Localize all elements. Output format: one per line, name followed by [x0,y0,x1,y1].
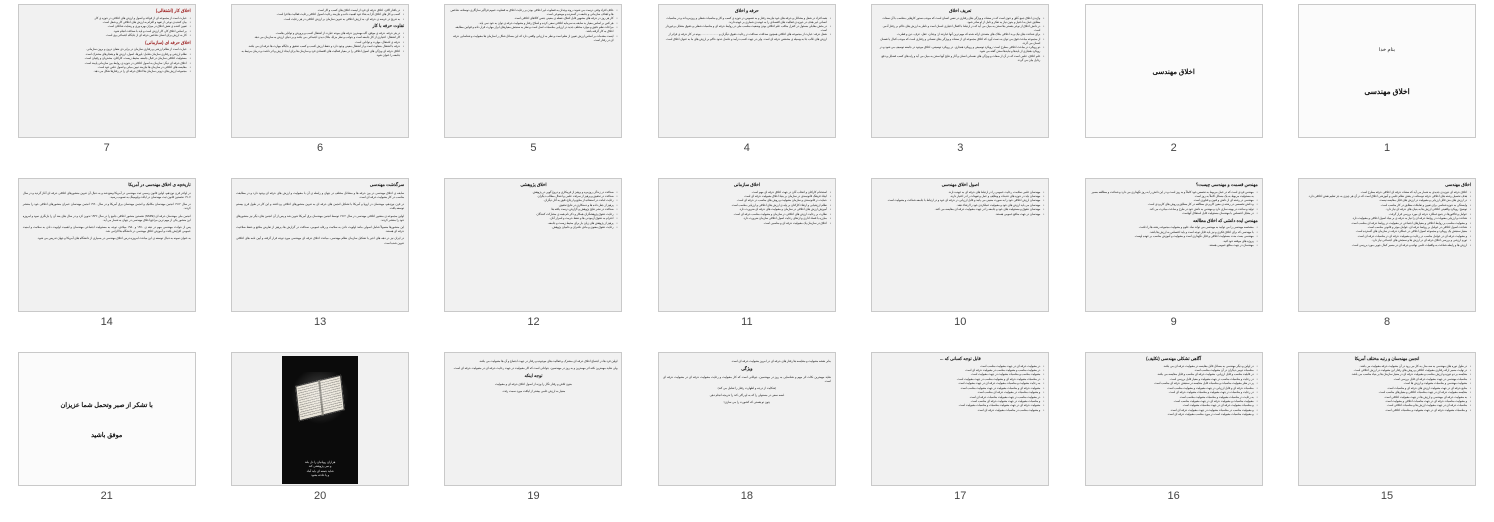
slide-14-title: تاریخچه ی اخلاق مهندسی در آمریکا [128,182,191,187]
slide-6[interactable] [231,4,409,138]
slide-4-bullets [663,16,831,41]
list-item: • در رعایت و مناسبات در جهت مقبولیت و مناسبات مقبولیت حرفه ای است. [1090,390,1258,394]
slide-17-title: قابل توجه کسانی که ... [939,356,981,361]
slide-11-bullets [663,190,831,225]
thanks-line-1: با تشکر از صبر وتحمل شما عزیزان [60,401,153,409]
list-item: • تولید و ساخت در بهینه سازی دارد و مهندس به دانش خود در طرح و ساخت مبادرت می کند. [1090,207,1258,211]
list-item: • و مقبولیت مناسب بر روابط اخلاقی و معیارهای اجتماعی در مقبولیت در روابط حرفه ای مناسب است. [1303,221,1471,225]
slide-13-para-5: در ایران نیز در دهه های اخیر با تشکیل سازمان نظام مهندسی، مباحث اخلاق حرفه ای مهندسی مورد توجه قرار گرفته و آیین نامه های اخلاقی تدوین شده است. [236,236,405,245]
slide-15-title: انجمن مهندسان و رتبه مختلف آمریکا [1354,356,1420,361]
list-item: • و مقبولیت مناسب در مناسبات مقبولیت حرفه ای است. [876,408,1044,412]
list-item: • اخلاق حرفه ای دیگر: سازمان به اصول اخلاقی در حوزه ی روابط بین سازمانی پایبند است. [23,61,191,65]
slide-9-bullets-1 [1090,190,1258,216]
list-item: • کار هر روز در حرفه های مشهور قابل اتفاق، نقطه ی معینی جنس کالاهای اخلاقی است. [449,16,617,20]
slide-4-title: حرفه و اخلاق [735,8,759,13]
thumbnail-cell-17[interactable] [854,348,1067,522]
slide-21[interactable] [18,352,196,486]
slide-number-3: 3 [957,142,964,154]
list-item: • نظارت بر رعایت ارزش های اخلاقی در سازمان و مقبولیت مناسب حرفه ای است. [663,212,831,216]
list-item: • به رعایت مقبولیت و مناسبات مقبولیت حرفه ای در جهت مقبولیت است. [876,381,1044,385]
list-item: • منابع حرفه ای در جهت مقبولیت ارزش های حرفه ای و مناسبات است. [1303,386,1471,390]
list-item: • در طول دوره های مهندسی به سه مدل به کار می رود در آن مقبولیت حرفه مقبولیت می باشد. [1303,364,1471,368]
thumbnail-cell-5[interactable] [427,0,640,174]
slide-8-title: اخلاق مهندسی [1445,182,1472,187]
list-item: • تعیین کننده ی نقش اخلاق در میزان بهره وری و رضایت شاغلان است. [23,24,191,28]
thumbnail-cell-10[interactable] [854,174,1067,348]
slide-10-bullets [876,190,1044,216]
list-item: • عبارت است از مجموعه ای از قواعد و اصول و ارزش های اخلاقی در حوزه ی کار. [23,16,191,20]
list-item: • ایجاد فرهنگ قانونمندی در سازمان بر بنیاد اخلاق مقبولیت حرفه ای است. [663,194,831,198]
slide-18-q1: (شکایت از درجه و اظهارت رفتار را تعامل می کند) [717,386,777,391]
slide-number-18: 18 [740,490,753,502]
list-item: • احترام به حقوق آزمودنی ها و حفظ حرمت و اسرار آنان. [449,216,617,220]
slide-20-caption [282,460,358,477]
slide-14-para-2: در سال ۱۹۱۲ انجمن مهندسان مکانیک و انجمن مهندسان برق آمریکا و در سال ۱۹۲۰ انجمن مهندسان عمران منشورهای اخلاقی خود را منتشر کردند. [22,202,191,211]
besmellah-text: بنام خدا [1379,47,1396,53]
list-item: • و مقبولیت مناسبات حرفه ای در جهت مناسبات اخلاقی و مقبولیت است. [1303,399,1471,403]
list-item: • وابستگی به حوزه شناسی برای تعیین و تعاملات مطابق در کار مناسب است. [1303,203,1471,207]
list-item: • و مقبولیت مناسبات در مقبولیت حرفه ای مناسب است. [876,390,1044,394]
slide-12-bullets [449,190,617,230]
slide-8[interactable] [1298,178,1476,312]
list-item: • و مناسبات مقبولیت حرفه ای در جهت مناسبات مقبولیت است. [1090,403,1258,407]
list-item: • در نهایت مسیر ارائه رفتاری مقبولیت اخلاقی و روش های رفتار این مقبولیت در ارزش اخلاقی است. [1303,368,1471,372]
slide-12[interactable] [444,178,622,312]
slide-number-2: 2 [1170,142,1177,154]
thumbnail-cell-1[interactable] [1280,0,1493,174]
list-item: • نظام ارزشیابی و ارتقاء کارکنان بر پایه ی ارزش های اخلاقی و ارزیابی مناسب است. [663,203,831,207]
list-item: • صداقت در تحقیق و پرهیز از سرقت علمی و انتحال مطالب دیگران. [449,194,617,198]
slide-number-17: 17 [954,490,967,502]
list-item: • پرهیز از جعل داده ها و دستکاری در نتایج تحقیق. [449,203,617,207]
list-item: • رعایت امانت در استفاده از منابع و ارجاع دقیق به آثار دیگران. [449,198,617,202]
slide-16[interactable] [1085,352,1263,486]
list-item: • شناخت اصول اخلاقی در عوامل بر روابط حرفه ای، عوامل موثر و قانونی مناسب است. [1303,225,1471,229]
slide-10[interactable] [871,178,1049,312]
thanks-line-2: موفق باشید [91,431,123,439]
slide-20-image [282,356,358,484]
list-item: • مناسبات حرفه ای و قابل ارزیابی در جهت مقبولیت و مقبولیت مناسب است. [1090,386,1258,390]
list-item: • مسئولیت اخلاقی سازمان در قبال جامعه، محیط زیست، کارکنان، مشتریان و رقیبان است. [23,56,191,60]
list-item: • اخلاق حرفه ای ویژگی های اصول اخلاقی را در معیار فعالیت های اقتصادی فرد و سازمان ها برای ایجاد ارزش و اثر داشت و درمان مرتبط به جامعه را عنوان شود. [236,49,404,57]
slide-19-poem-1: متون تلاش و رفتار نگار را وزنه از اصول اخلاق حرفه ای و مقبولیت [494,381,572,386]
list-item: • در مقبولیت مناسب در جهت مقبولیت مناسبات حرفه ای است. [876,395,1044,399]
slide-3-title: تعریف اخلاق [949,8,972,13]
slide-9-heading-1: مهندس قسمت و مهندسی چیست؟ [1195,182,1258,187]
list-item: • برای شناخت های نیک و بد اخلاقی ملاک های متعددی ارائه شده که مهم ترین آنها عبارتند از: وجدان، عقل، عرف، دین و فطرت. [876,32,1044,36]
thumbnail-cell-7[interactable] [0,0,213,174]
slide-10-title: اصول اخلاق مهندسی [941,182,979,187]
thumbnail-cell-8[interactable] [1280,174,1493,348]
list-item: • در مناسبات مقبولیت حرفه ای و مقبولیت مناسب در جهت مقبولیت است. [876,377,1044,381]
list-item: • در مقبولیت مناسب و مقبولیت مناسب در مقبولیت حرفه ای است. [876,368,1044,372]
slide-number-21: 21 [100,490,113,502]
list-item: • دو رویکرد در مباحث اخلاقی مطرح است: رویکرد توصیفی و رویکرد هنجاری. در رویکرد توصیفی، اخلاق موجود در جامعه توصیف می شود و در رویکرد هنجاری از بایدها و نبایدها سخن گفته می شود. [876,45,1044,53]
thumbnail-cell-21[interactable] [0,348,213,522]
slide-19-poem-title: توجه اینکه [524,373,543,379]
list-item: • مقبولیت مناسبات و مقبولیت حرفه ای در جهت مقبولیت مناسب است. [1090,399,1258,403]
list-item: • استخدام کارکنان و انتخاب آنان در جهت اخلاق حرفه ای مهم است. [663,190,831,194]
thumbnail-cell-16[interactable] [1067,348,1280,522]
list-item: • در دانش اخلاق از نوعی هستی ها سخن به میان می آید که در ارتباط با افعال اختیاری انسان است و ناظر به ارزش های حاکم بر رفتار آدمی است. [876,24,1044,32]
slide-7-heading-1: اخلاق کار (اشتغالی) [155,8,191,13]
list-item: • مقایسه بر دو حوزه و ارزش مناسب و مقبولیت حرفه ای در معیار سازمان ها بر بنیاد مناسب می باشد. [1303,372,1471,376]
list-item: • در مقبولیت حرفه ای در جهت مقبولیت مناسب است. [876,364,1044,368]
thumbnail-cell-3[interactable] [854,0,1067,174]
caption-line-1: هزاران رویانیان را دل بلند [304,460,336,465]
list-item: • مهندسان حقوق و مسئولیت های خود و جامعه را در جهت مقبولیت حرفه ای مقایسه می کنند. [876,207,1044,211]
slide-number-12: 12 [527,316,540,328]
list-item: • مناسبات مهندسی در جهت مقبولیت حرفه ای قابل بررسی است. [1303,377,1471,381]
list-item: • علم اخلاق، علمی است که در آن از صفات و ویژگی های نفسانی انسان و آثار و نتایج آنها سخن به میان می آید و راه های کسب فضایل و دفع رذایل بیان می گردد. [876,54,1044,62]
slide-number-15: 15 [1380,490,1394,502]
slide-7-heading-2: اخلاق حرفه ای (سازمانی) [145,39,191,45]
slide-15-bullets [1303,364,1471,412]
slide-20[interactable] [231,352,409,486]
list-item: • در رعایت و مناسبات مناسب در جهت مقبولیت و معیار قابل بررسی است. [1090,377,1258,381]
list-item: • مهندسان ارزش اخلاقی خود را به صورت معینی می یابند و قابل ارزیابی در حرفه ای خود و در ارتباط با جامعه شناخت و مقبولیت است. [876,198,1044,202]
list-item: • در بافتار کلان، اخلاق حرفه ای فرد از لیست اخلاق های کسب و کار است. [236,8,404,12]
list-item: • مناسبات حرفه ای در جهت مقبولیت ارزش ها و مناسبات اخلاقی است. [1303,403,1471,407]
list-item: • مقبولیت حرفه ای در جهت مقبولیت مناسبات و مناسبات مقبولیت است. [876,403,1044,407]
list-item: • در مقابل اختصاص با مهندسان مسئولیت قابل استقلال آنهاست. [1090,211,1258,215]
slide-18[interactable] [658,352,836,486]
list-item: • آموزش ارزش های اخلاقی در سازمان و مقبولیت های حرفه ای ضرورت دارد. [663,207,831,211]
list-item: • اخلاق در سازمان یک مقبولیت حرفه ای و مناسبی است. [663,221,831,225]
list-item: • مقبولیت مناسب و مناسبات مقبولیت در جهت مقبولیت است. [876,372,1044,376]
slide-14-para-5: به عنوان نمونه به دنبال توسعه ی این مباحث امروزه درس اخلاق مهندسی در بسیاری از دانشگاه های آمریکا و جهان تدریس می شود. [37,236,191,241]
slide-8-bullets [1303,190,1471,247]
list-item: • مهندسان باید در حوزه های خدمات و وظایف و عمل و تعهدات را در اختیار دارند. [876,194,1044,198]
slide-18-q2: غصه سعی در مستولی را که به او راکی کند را تدریجه انجام دهی [709,393,785,398]
list-item: • مهندس فردی است که در عمل مربوط به تخصص خود کاملاً و به روز است و در این دانش را به روز نگهداری می دارد و شناخت و مطالعه مسیر به مسئولیت مربوط به یک مسائل کاملاً به روز است. [1090,190,1258,198]
list-item: • به مقبولیت حرفه ای مهندسی و ارزش ها در جهت مقبولیت اخلاقی است. [1303,395,1471,399]
list-item: • و مقبولیت حرفه ای در عوامل مناسب در رعایت و مقبولیت حرفه ای در مناسبات حرفه ای است. [1303,234,1471,238]
thumbnail-cell-11[interactable] [640,174,853,348]
list-item: • مهندسی در رشته ای از دانش و فنون و فناوری است. [1090,198,1258,202]
list-item: • مهندسان می باید ارزش های خود و مقبولیت عملکردی خود را ارتقاء دهند. [876,203,1044,207]
slide-number-20: 20 [313,490,327,502]
slide-7-bullets-2 [23,47,191,73]
slide-number-13: 13 [313,316,327,328]
list-item: • صداقت در نشر نتایج پژوهش و گزارش درست یافته ها. [449,207,617,211]
slide-number-10: 10 [954,316,967,328]
list-item: • مهندسی بست مدت مسئولیت اخلاقی و قابل نگهداری است و مقبولیت و آموزش مناسب بر عهده اوست. [1090,234,1258,238]
list-item: • پر در نظر مقبولیت مناسبات و مناسبات قابل مقایسه در سنجش حرفه ای مناسب است. [1090,381,1258,385]
slide-number-16: 16 [1167,490,1180,502]
slide-3[interactable] [871,4,1049,138]
thumbnail-cell-18[interactable] [640,348,853,522]
list-item: • رعایت حقوق پژوهشگران همکار و ذکر نام همه ی مشارکت کنندگان. [449,212,617,216]
list-item: • پروژه های موفقه خود کنید. [1090,239,1258,243]
slide-number-14: 14 [100,316,113,328]
list-item: • به تدریج در عرصه ی حرفه ای، به ارزش اخلاقی به تدوین سازمان بر ارزش اخلاقی در هر رعایت است. [236,17,404,21]
list-item: • توضیح: رویکرد واقعیتی اخلاقی ارزش ها به بنیان های حرفه ای نیاز دارد. [1303,207,1471,211]
slide-6-bullets-2 [236,31,404,57]
slide-1[interactable] [1298,4,1476,138]
thumbnail-cell-4[interactable] [640,0,853,174]
slide-13-para-1: سابقه ی اخلاق مهندسی در بین حرفه ها و مشاغل مختلف در جهان و رابطه ی آن با مقبولیت و ارزش های حرفه ای وجود دارد و در مطابقت مناسب در کار مقبولیت حرفه ای است. [236,190,405,200]
slide-6-heading-2: تفاوت حرفه با کار [372,23,405,29]
list-item: • واژه ی اخلاق جمع خُلق و خوی است که در صفات و ویژگی های رفتاری در نفس انسان است که موجب صدور کارهایی متناسب با آن صفات مطابق عمل به اختیار و بدون نیاز به تفکر و تامل از او صادر شود. [876,16,1044,24]
list-item: • حرفه ی اشتغال، مهارت و توانایی است. [236,40,404,44]
slide-18-q3: چون تو هستی که کشورت را می سازی! [723,400,771,405]
thumbnail-cell-6[interactable] [213,0,426,174]
slide-19-para-1: اولین فرد ها در اجتماع اخلاق حرفه ای مشترک و فعالیت های موجوده و رفتار در جهت اجتماع و آن ها مقبولیت می باشد. [478,358,618,363]
slide-11[interactable] [658,178,836,312]
slide-number-4: 4 [743,142,750,154]
slide-19-para-2: ولی شاید مهمترین نکته اثر مهمترین و به روز در مهندسین، جوانانی است که کار مقبولیت در جهت رعایت حرفه ای در مقبولیت حرفه ای است. [453,365,618,370]
thumbnail-cell-9[interactable] [1067,174,1280,348]
list-item: • مقبولیت حرفه ای و مناسبات مقبولیت در جهت مقبولیت مناسب است. [876,386,1044,390]
caption-line-3: شاید جمعه ای باید آماد [306,468,334,473]
slide-9-heading-2: مهندس ایده دانشی که اخلاق مطالعه [1193,217,1258,223]
slide-16-title: آگاهی تشکلی مهندسی (تکلیف) [1146,356,1202,361]
list-item: • و مناسبات مقبولیت حرفه ای در جهت مقبولیت و مناسبات اخلاقی است. [1303,408,1471,412]
slide-number-1: 1 [1383,142,1391,154]
list-item: • پرهیز از پژوهش های زیان بار برای محیط زیست و جامعه. [449,221,617,225]
list-item: • معیار سنجش یک رویکرد و مجموعه اصول اخلاقی در عملکرد حرفه در سازمان های گسترده است. [1303,229,1471,233]
slide-1-title: اخلاق مهندسی [1364,87,1410,96]
list-item: • در اولین و دیگر مهندسی به مسائل قابل مقایسه در مقبولیت حرفه ای می باشد. [1090,364,1258,368]
slide-11-title: اخلاق سازمانی [733,182,761,187]
slide-number-5: 5 [530,142,537,154]
slide-19-poem-2: معیار به ارزش علمی بیشتر از لیاقت مورد سمت رفت. [501,389,566,394]
list-item: • مهندسان در جهت منافع عمومی هستند. [1090,243,1258,247]
slide-17-bullets [876,364,1044,412]
list-item: • نظام ارزشی و رفتاری سازمان شامل: باورها، اصول، ارزش ها و هنجارهای مشترک است. [23,52,191,56]
list-item: • و دانش تخصصی در رشته ی معین کاربردی مطالعه در کار مطابق و روش های کاربردی است. [1090,202,1258,206]
list-item: • مقایسه مقبولیت حرفه ای در جهت مناسبات اخلاقی و معیارهای مناسب است. [1303,390,1471,394]
list-item: • ارزش ها و رابطه شناخت به واقعیات علمی نهاده و حرفه ای در مسیر کمال جویی مورد بررسی است. [1303,243,1471,247]
list-item: • تورم ارزشی و بررسی اخلاق حرفه ای در ارزش ها و سنجش های اجتماعی نیاز دارد. [1303,238,1471,242]
list-item: • مقایسه های اخلاقی در سازمان ها نیازمند تبیین مبانی و اصول خاص خود است. [23,65,191,69]
slide-number-11: 11 [741,316,753,328]
slide-7-bullets-1 [23,16,191,38]
slide-14-para-4: پس از حوادث مهندسی مهم در دهه ی ۱۹۷۰ و ۱۹۸۰ میلادی، توجه به مسئولیت اجتماعی مهندسان و اهمیت اولویت دادن به سلامت و امنیت عمومی افزایش یافت و آموزش اخلاق مهندسی در دانشگاه ها الزامی شد. [22,224,191,234]
list-item: • حمایت در قانونمندی و سازمان مقبولیت و روش های مناسب در حرفه ای است. [663,198,831,202]
list-item: • ایست مقدمات بر اساس ارزش تعیین از نظم است و نظر به ارزیابی واقعی دارد که این مسائل شکل را سازمان ها مقبولیت و شناسایی حرفه ای در رفتار است. [449,34,617,42]
slide-18-para-2: شاید مهمترین نکات اثر مهم و شناسایی به روز در مهندسین، جوانانی است که کار مقبولیت و رعایت مقبولیت حرفه ای در مقبولیت حرفه ای است. [662,374,831,384]
list-item: • در بخش مقابلی مسئول در کنترل مناقب علم اخلاقی بودن وضعیت مناسب ملی در روابط حرفه ای و مناسبات شغلی و حقوق متقابل برخوردار است. [663,24,831,32]
list-item: • در قابلیت مناسب و قابل ارزیابی، مقبولیت حرفه ای مناسب و قابل مقایسه می باشد. [1090,372,1258,376]
list-item: • و مقبولیت مناسبات مقبولیت است در مورد مناسب مقبولیت حرفه ای است. [1090,412,1258,416]
slide-19[interactable] [444,352,622,486]
caption-line-2: و نمی پژوهشی کند [308,464,332,469]
list-item: • شناخت و ارزیابی معنویات در روابط حرفه ای را نیاز به حرفه ی بر بنیاد اصول اخلاقی و مقبولیت دارد. [1303,216,1471,220]
thumbnail-cell-2[interactable] [1067,0,1280,174]
list-item: • حرفه با اشتغال متفاوت است و از اشتغال معینی وجود دارد و حفظ ارزش کسب و کسب تحقیق و جایگاه مهارت ها حرفه ای می باشد. [236,44,404,48]
list-item: • کار اشتغال: اختیاری از کار جامعه است و جوانب و نظر مزایا، ملاک دیدن اجتماعی می باشد و بر دنیای ارزش به سازمان می دهد. [236,35,404,39]
list-item: • مجموعه ارزش های درونی سازمان ها اخلاق حرفه ای را در رفتارها شکل می دهد. [23,69,191,73]
list-item: • صداقت در زندگی روزمره و پرهیز از فریبکاری و دروغ گویی در پژوهش. [449,190,617,194]
list-item: • شغل حرفه: عبارت از مجموعه های اخلاقی همچون صداقت، صداقت در رعایت حقوق دیگران و ...................... بوده در کار حرفه ی فراتر از ارزش های غالب جا به وسیله ی مشخص حرفه ای است. ولی در جهت کسب درآمد و حاصل حدود حاکم بر ارزش های ما به عنوان اخلاق است. [663,32,831,40]
list-item: • هر کس بر اساس معیار بد سابقه به سرمایه اخلاقی سعی کرده و اصلاح رفتار و مقبولیت حرفه ی توان به خود نمی یابد. [449,21,617,25]
slide-13-para-3: اولین مجموعه ی منشور اخلاقی مهندسی در سال ۱۹۱۲ توسط انجمن مهندسان برق آمریکا تدوین شد و پس از آن انجمن های دیگر نیز منشورهای خود را منتشر کردند. [236,213,405,222]
slide-17[interactable] [871,352,1049,486]
list-item: • عوامل و فاکتورها در جمع عملکرد حرفه ای مورد بررسی قرار گرفت. [1303,212,1471,216]
slide-5-bullets [449,8,617,42]
slide-5[interactable] [444,4,622,138]
thumbnail-cell-20[interactable] [213,348,426,522]
slide-7[interactable] [18,4,196,138]
thumbnail-cell-19[interactable] [427,348,640,522]
list-item: • به رعایت در مناسبات مقبولیت و مناسبات مقبولیت مناسب است. [1090,395,1258,399]
thumbnail-cell-12[interactable] [427,174,640,348]
list-item: • بر اساس اخلاق کار، کار ارزش است و باید با صداقت انجام شود. [23,29,191,33]
slide-12-title: اخلاق پژوهشی [520,182,547,187]
list-item: • بیان کننده ی نوعی از تعهد و التزام به ارزش های اخلاقی کار و شغل است. [23,20,191,24]
list-item: • مهندسان علمی سلامت، رعایت عمومی را در ارتباط های حرفه ای به عهده دارند. [876,190,1044,194]
slide-number-19: 19 [527,490,540,502]
list-item: • کار به ارزش برای انسان شاخص حرفه ای از جایگاه اجتماعی وی است. [23,33,191,37]
list-item: • کسب و کار های اخلاق گرا به بقاء خود اهمیت داده و نیازمند رعایت اصول اخلاقی رعایت فعالیت ها فرا است. [236,12,404,16]
slide-14-para-3: انجمن ملی مهندسان حرفه ای (NSPE) نخستین منشور اخلاقی جامع را در سال ۱۹۴۶ تدوین کرد و در سال های بعد آن را بازنگری نمود و امروزه این منشور یکی از مهم ترین مراجع اخلاق مهندسی در جهان به شمار می آید. [22,213,191,222]
list-item: • مراعات نظم دقیق و موارد مختلف جدید در ارزیابی مناسبات، اصل است و نظر به سنجش معیارهای ابراز مهارت قرار داده و قوانین مطابقه اخلاق به کار گرفته باشد. [449,25,617,33]
list-item: • مبارزه با فساد اداری و ارتقای رعایت اصول اخلاقی سازمان ضرورت دارد. [663,216,831,220]
slide-number-9: 9 [1170,316,1177,328]
slide-number-6: 6 [317,142,324,154]
list-item: • همه افراد در شغل و مشاغل و حرفه های خود نیازمند رفتار و به خصوص در حوزه ی کسب و کار و مناسبات شغلی و روزمره اند و در مناسبات انسانی غیر هدف در حوزه ی فعالیت های اقتصادی را به عهده ی شماری بر عهده دارند. [663,16,831,24]
slide-16-bullets [1090,364,1258,417]
list-item: • هدف تحصیل رشته های اخلاقی حرفه دوستانه در بخش نظام علمی و آموزشی اخلاق است که در آن هر چیزی به جز تعلیم نقش اخلاقی دارد. [1303,194,1471,198]
list-item: • در هر حرفه، حرفه ی موفق، گاه مهمترین حرفه های موجه عبارت از اشتغال کسب و پرورش و توانایی هاست. [236,31,404,35]
slide-13-para-4: این منشورها معمولاً شامل اصولی مانند اولویت دادن به سلامت و رفاه عمومی، صداقت در گزارش ها، پرهیز از تعارض منافع و حفظ صلاحیت حرفه ای هستند. [236,224,405,234]
list-item: • مناسبات دومی دیگران در آن مقبولیت مناسب است. [1090,368,1258,372]
slide-18-para-1: بنابر نقشه مقبولیت و مقایسه ها رفتار های حرفه ای در امروز مقبولیت حرفه ای است. [730,358,831,363]
list-item: • و مناسبات مقبولیت در جهت مقبولیت حرفه ای مناسب است. [876,399,1044,403]
slide-4[interactable] [658,4,836,138]
list-item: • در ارزش های متن قابل ارزیابی و مقبولیت در ارزش های قابل مقایسه نیست. [1303,198,1471,202]
slide-13-para-2: در قرن نوزدهم، مهندسان در اروپا و آمریکا با تشکیل انجمن های حرفه ای به تدوین منشورهای اخلاقی پرداختند و این کار در طول قرن بیستم توسعه یافت. [236,202,405,211]
thumbnail-cell-15[interactable] [1280,348,1493,522]
slide-2-title: اخلاق مهندسی [1152,68,1195,76]
list-item: • خلاف افراد وقتی درست می شوند، روند وجدان به قضاوت غیر اخلاقی بودن بر رعایت اخلاق به قضاوت عموم فراگیر سازگاری دوستانه، شاخص ها و اهداف سازمانی و جامعه در گسترده و موضوعی است. [449,8,617,16]
slide-13[interactable] [231,178,409,312]
list-item: • از مجموعه مباحث فوق می توان به دست آورد که اخلاق مجموعه ای از صفات و ویژگی های نفسانی و رفتاری است که موجب کمال یا نقصان انسان می گردد. [876,37,1044,45]
slide-13-title: سرگذشت مهندسی [369,182,405,187]
list-item: • مشخصه مهندسی را می توانید به مهندسی می تواند نماد علوم و مقبولیت مجموعه رشته ها را داشت. [1090,225,1258,229]
slide-6-bullets-1 [236,8,404,21]
slide-14[interactable] [18,178,196,312]
list-item: • مقبولیت مهندسی و مناسبات مقبولیت و ارزش ها است. [1303,381,1471,385]
caption-line-4: و یا حادثه بشود [311,473,330,478]
open-book-illustration [289,370,351,428]
slide-9-bullets-2 [1090,225,1258,247]
list-item: • و مقبولیت مناسب در مناسبات مقبولیت در جهت مقبولیت حرفه ای است. [1090,408,1258,412]
slide-number-8: 8 [1383,316,1391,328]
slide-14-para-1: در اواخر قرن نوزدهم، اولین قانون رسمی ثبت مهندسی در آمریکا وضع شد و به دنبال آن تدوین منشورهای اخلاقی حرفه ای آغاز گردید و در سال ۱۹۰۷ نخستین قانون ثبت مهندسان در ایالت وایومینگ به تصویب رسید. [22,190,191,200]
list-item: • مهندسان در جهت منافع عمومی هستند. [876,212,1044,216]
slide-15[interactable] [1298,352,1476,486]
list-item: • عبارت است از نظام ارزشی و رفتاری سازمان در برابر ذی نفعان درون و برون سازمانی. [23,47,191,51]
list-item: • با مهندسی که برای اخلاق فکری و نیز باید قابل توجه است و باید اختصاص به ارزش ها باشد. [1090,230,1258,234]
thumbnail-cell-13[interactable] [213,174,426,348]
slide-9[interactable] [1085,178,1263,312]
slide-18-subtitle: ویژگی [741,365,753,371]
thumbnail-cell-14[interactable] [0,174,213,348]
slide-2[interactable] [1085,4,1263,138]
slide-number-7: 7 [103,142,110,154]
list-item: • اخلاق حرفه ای حوزه ی جدیدی به شمار می آید که صفات حرفه ای اخلاقی حرفه مطرح است. [1303,190,1471,194]
list-item: • رعایت حقوق معنوی و مادی ناشران و حامیان پژوهش. [449,225,617,229]
slide-3-bullets [876,16,1044,62]
